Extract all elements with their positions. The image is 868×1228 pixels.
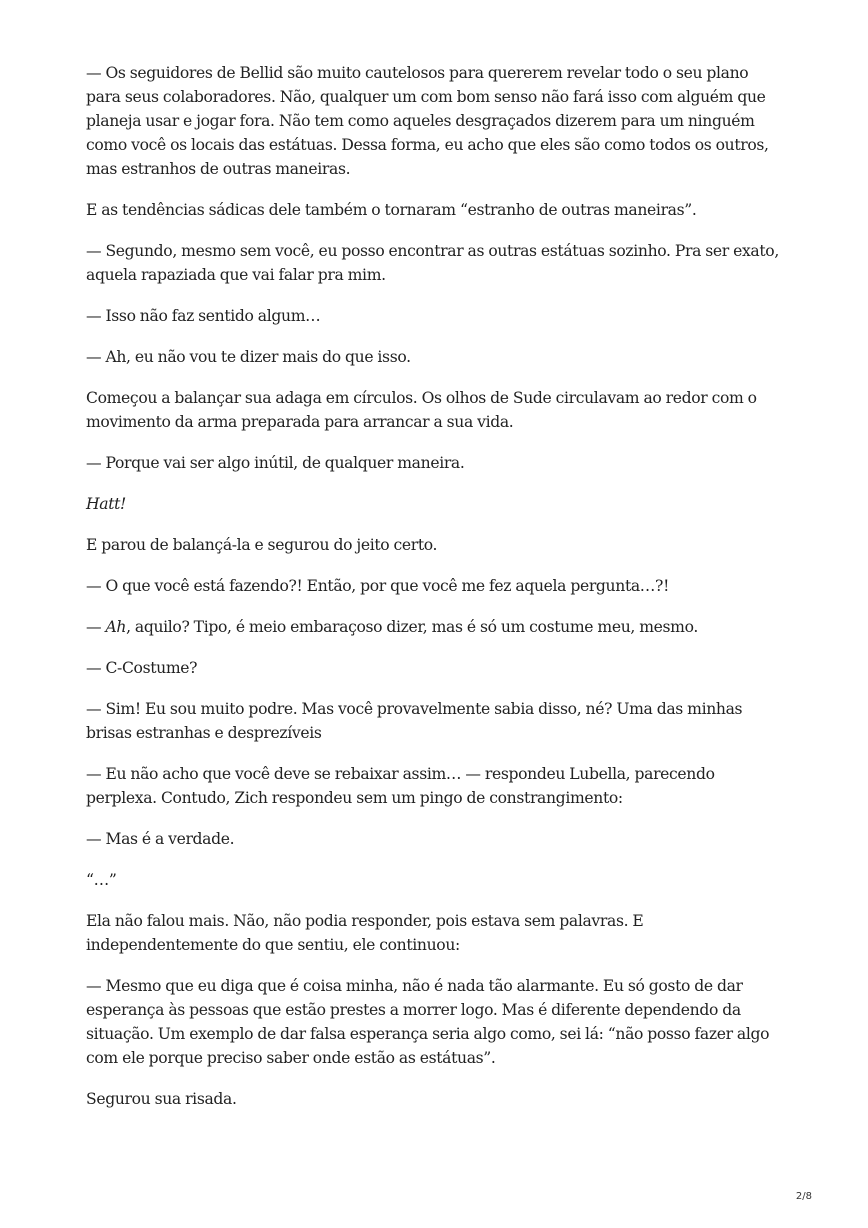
paragraph: — O que você está fazendo?! Então, por que você me fez aquela pergunta…?! bbox=[86, 577, 669, 595]
document-body bbox=[86, 61, 782, 1128]
paragraph: Começou a balançar sua adaga em círculos. Os olhos de Sude circulavam ao redor com o movimento da arma preparada para arrancar a sua vida. bbox=[86, 389, 757, 431]
dialogue-dash: — bbox=[86, 618, 106, 636]
paragraph: Ela não falou mais. Não, não podia responder, pois estava sem palavras. E independentemente do que sentiu, ele continuou: bbox=[86, 912, 644, 954]
paragraph: — Sim! Eu sou muito podre. Mas você provavelmente sabia disso, né? Uma das minhas brisas estranhas e desprezíveis bbox=[86, 700, 743, 742]
paragraph: E parou de balançá-la e segurou do jeito certo. bbox=[86, 536, 438, 554]
italic-word: Ah bbox=[105, 618, 127, 636]
paragraph: — Segundo, mesmo sem você, eu posso encontrar as outras estátuas sozinho. Pra ser exato, aquela rapaziada que vai falar pra mim. bbox=[86, 242, 779, 284]
paragraph: — C-Costume? bbox=[86, 659, 198, 677]
paragraph: Segurou sua risada. bbox=[86, 1090, 237, 1108]
paragraph: — Isso não faz sentido algum… bbox=[86, 307, 321, 325]
paragraph: “…” bbox=[86, 871, 117, 889]
italic-interjection: Hatt! bbox=[86, 495, 126, 513]
paragraph: — Mas é a verdade. bbox=[86, 830, 235, 848]
paragraph: — Os seguidores de Bellid são muito cautelosos para quererem revelar todo o seu plano para seus colaboradores. Não, qualquer um com bom senso não fará isso com alguém que planeja usar e jogar fora. Não tem como aqueles desgraçados dizerem para um ninguém como você os locais das estátuas. Dessa forma, eu acho que eles são como todos os outros, mas estranhos de outras maneiras. bbox=[86, 64, 769, 178]
paragraph: — Eu não acho que você deve se rebaixar assim… — respondeu Lubella, parecendo perplexa. Contudo, Zich respondeu sem um pingo de constrangimento: bbox=[86, 765, 715, 807]
paragraph-text: , aquilo? Tipo, é meio embaraçoso dizer, mas é só um costume meu, mesmo. bbox=[126, 618, 698, 636]
paragraph: — Ah, eu não vou te dizer mais do que isso. bbox=[86, 348, 411, 366]
paragraph bbox=[86, 615, 782, 639]
paragraph: — Mesmo que eu diga que é coisa minha, não é nada tão alarmante. Eu só gosto de dar esperança às pessoas que estão prestes a morrer logo. Mas é diferente dependendo da situação. Um exemplo de dar falsa esperança seria algo como, sei lá: “não posso fazer algo com ele porque preciso saber onde estão as estátuas”. bbox=[86, 977, 770, 1067]
paragraph: — Porque vai ser algo inútil, de qualquer maneira. bbox=[86, 454, 465, 472]
page-number: 2/8 bbox=[795, 1191, 812, 1202]
paragraph: E as tendências sádicas dele também o tornaram “estranho de outras maneiras”. bbox=[86, 201, 697, 219]
paragraph bbox=[86, 492, 782, 516]
